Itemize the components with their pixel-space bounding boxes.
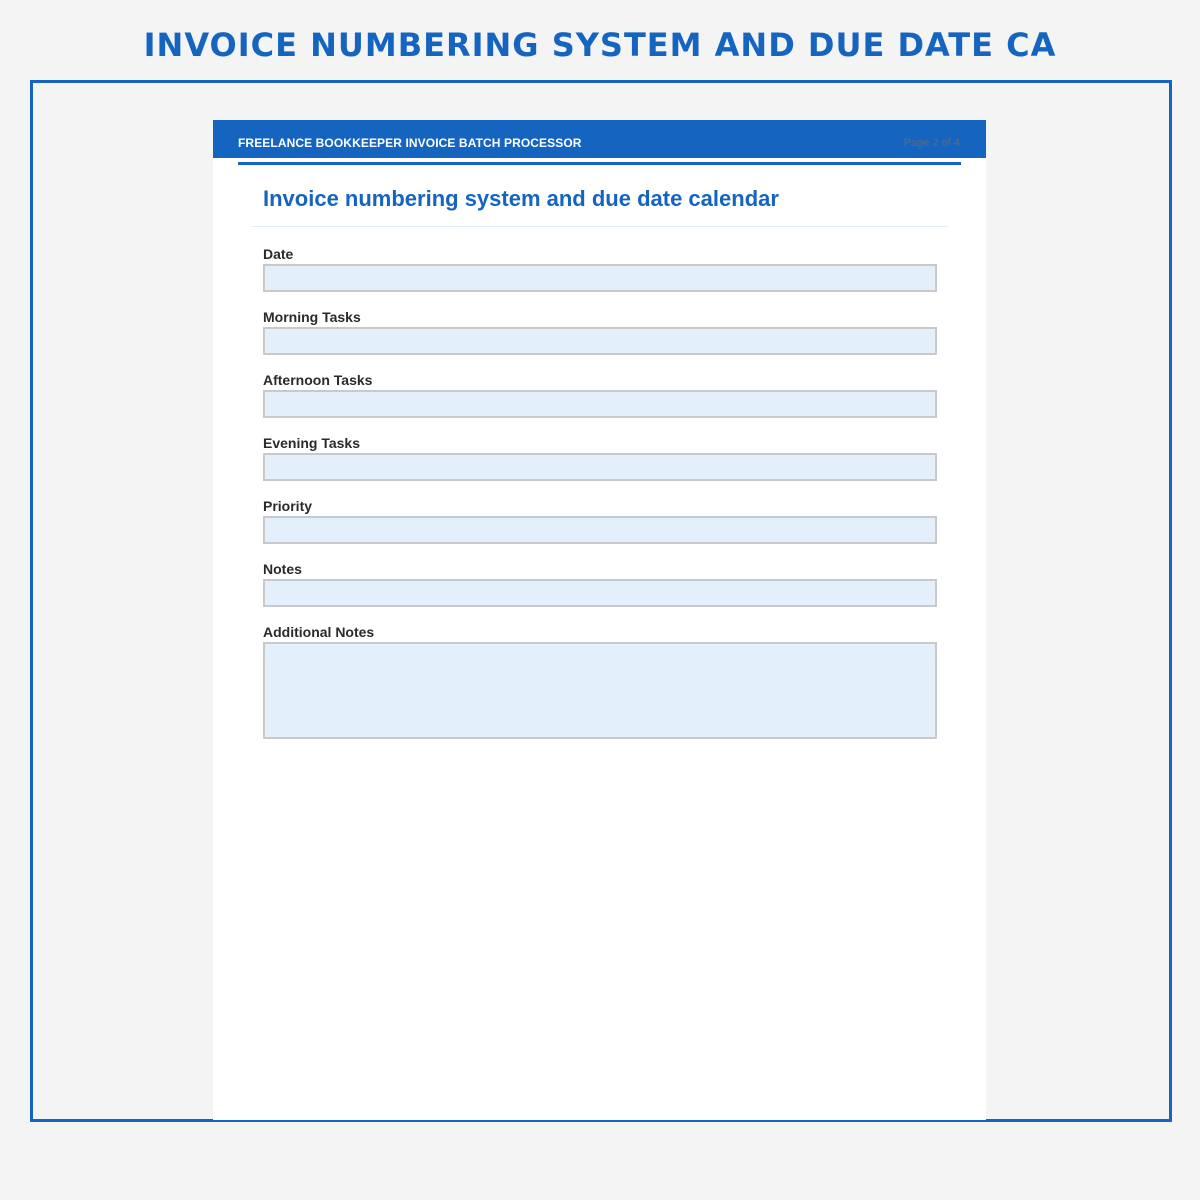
field-date (263, 244, 937, 297)
additional-notes-textarea[interactable] (263, 642, 937, 739)
page-header-bar (213, 120, 986, 158)
morning-tasks-input[interactable] (263, 327, 937, 355)
page-number: Page 2 of 4 (903, 137, 960, 149)
document-page (213, 120, 986, 1120)
date-input[interactable] (263, 264, 937, 292)
header-divider (238, 162, 961, 165)
evening-tasks-input[interactable] (263, 453, 937, 481)
notes-input[interactable] (263, 579, 937, 607)
field-evening-tasks (263, 433, 937, 486)
title-divider (251, 226, 948, 227)
priority-input[interactable] (263, 516, 937, 544)
banner-title: INVOICE NUMBERING SYSTEM AND DUE DATE CA (143, 26, 1057, 64)
header-label: FREELANCE BOOKKEEPER INVOICE BATCH PROCESSOR (238, 136, 582, 150)
field-label: Notes (263, 561, 302, 577)
field-label: Morning Tasks (263, 309, 361, 325)
field-label: Afternoon Tasks (263, 372, 373, 388)
field-notes (263, 559, 937, 612)
field-morning-tasks (263, 307, 937, 360)
field-priority (263, 496, 937, 549)
field-afternoon-tasks (263, 370, 937, 423)
field-label: Additional Notes (263, 624, 375, 640)
form (263, 244, 937, 752)
field-label: Evening Tasks (263, 435, 361, 451)
page-title: Invoice numbering system and due date calendar (263, 186, 779, 211)
field-label: Priority (263, 498, 313, 514)
field-additional-notes (263, 622, 937, 742)
field-label: Date (263, 246, 294, 262)
afternoon-tasks-input[interactable] (263, 390, 937, 418)
